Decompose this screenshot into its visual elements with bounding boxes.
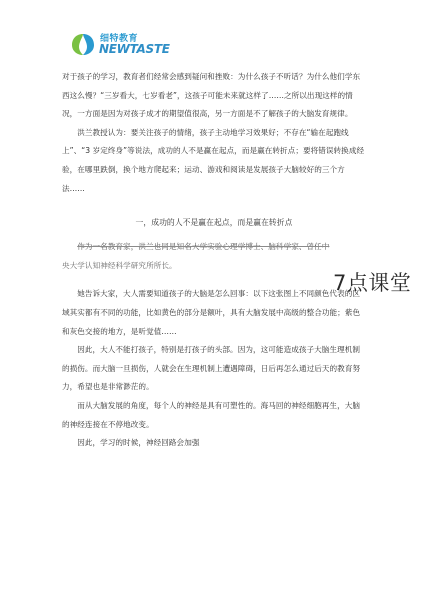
paragraph-no-hitting: 因此，大人不能打孩子，特别是打孩子的头部。因为，这可能造成孩子大脑生理机制的损伤。而大脑一旦损伤，人就会在生理机制上遭遇障碍，日后再怎么通过后天的教育努力，希望也是非常渺茫的。 <box>62 345 361 392</box>
paragraph-learning: 因此，学习的时候，神经回路会加强 <box>77 438 200 448</box>
author-intro-line-1-text: 作为一名教育家，洪兰也同是知名大学实验心理学博士、脑科学家、曾任中 <box>77 242 330 252</box>
paragraph-plasticity: 而从大脑发展的角度，每个人的神经是具有可塑性的。海马回的神经细胞再生，大脑的神经连接在不停地改变。 <box>62 400 361 429</box>
newtaste-logo <box>70 30 180 60</box>
watermark-text: 7点课堂 <box>333 271 412 295</box>
author-intro-line-1 <box>62 238 366 257</box>
article-body <box>62 68 366 453</box>
newtaste-logo-mark-icon <box>70 31 96 57</box>
paragraph-intro: 对于孩子的学习，教育者们经常会感到疑问和挫败：为什么孩子不听话？为什么他们学东西这么慢？“三岁看大，七岁看老”，这孩子可能未来就这样了……之所以出现这样的情况，一方面是因为对孩子成才的期望值很高，另一方面是不了解孩子的大脑发育规律。 <box>62 72 361 119</box>
paragraph-hong-lan-view: 洪兰教授认为：要关注孩子的情绪，孩子主动地学习效果好；不存在“输在起跑线上”、“3 岁定终身”等说法，成功的人不是赢在起点，而是赢在转折点；要将错误转换成经验，在哪里跌倒，换个地方爬起来；运动、游戏和阅读是发展孩子大脑较好的三个方法…… <box>62 127 365 193</box>
section-heading: 一，成功的人不是赢在起点，而是赢在转折点 <box>135 218 293 228</box>
logo-brand-cn: 细特教育 <box>100 34 139 44</box>
paragraph-brain-regions: 她告诉大家，大人需要知道孩子的大脑是怎么回事：以下这张图上不同颜色代表的区域其实都有不同的功能，比如黄色的部分是额叶，具有大脑发展中高级的整合功能；紫色和灰色交接的地方，是听觉值…… <box>62 289 361 336</box>
logo-brand-en: NEWTASTE <box>99 42 170 56</box>
author-intro-line-2: 央大学认知神经科学研究所所长。 <box>62 260 177 270</box>
